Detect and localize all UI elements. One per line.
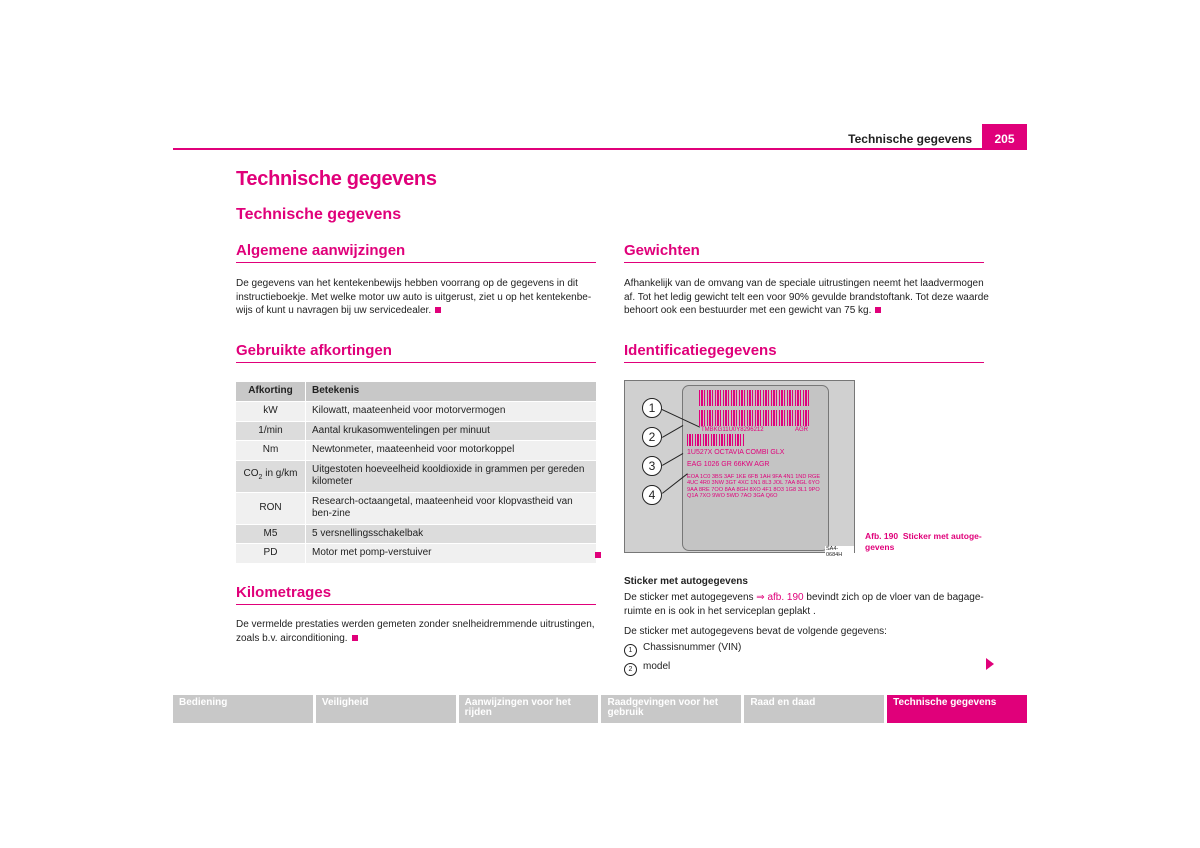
item-label: Chassisnummer (VIN): [643, 642, 742, 653]
meaning-cell: Motor met pomp-verstuiver: [306, 544, 597, 563]
mileage-line-2: [236, 632, 601, 646]
end-marker-icon: [875, 307, 881, 313]
callout-2: 2: [642, 427, 662, 447]
weights-line-2: af. Tot het ledig gewicht telt een voor 90% gevulde brandstoftank. Tot deze waarde: [624, 291, 989, 303]
header-rule: [173, 148, 1027, 150]
caption-number: Afb. 190: [865, 531, 899, 541]
figure-caption: [865, 531, 995, 552]
heading-abbreviations: Gebruikte afkortingen: [236, 342, 596, 363]
end-marker-icon: [352, 635, 358, 641]
page-number: 205: [982, 124, 1027, 149]
abbr-cell: 1/min: [236, 421, 306, 441]
general-line-2: instructieboekje. Met welke motor uw auto is uitgerust, ziet u op het kentekenbe-: [236, 291, 592, 303]
figure-link[interactable]: ⇒ afb. 190: [756, 592, 804, 603]
table-row: [236, 402, 596, 422]
leader-line: [662, 425, 683, 438]
abbr-subscript: 2: [258, 473, 263, 481]
heading-general: Algemene aanwijzingen: [236, 242, 596, 263]
para1-text: De sticker met autogegevens: [624, 592, 757, 603]
abbreviations-table: [236, 382, 596, 563]
caption-text: Sticker met autoge-gevens: [865, 531, 982, 552]
table-header-row: [236, 382, 596, 402]
sticker-heading: Sticker met autogegevens: [624, 576, 748, 587]
sticker-paragraph-2: De sticker met autogegevens bevat de volgende gegevens:: [624, 626, 887, 637]
section-title: Technische gegevens: [236, 206, 402, 223]
callout-1: 1: [642, 398, 662, 418]
end-marker-icon: [595, 552, 601, 558]
meaning-cell: Aantal krukasomwentelingen per minuut: [306, 421, 597, 441]
table-row: [236, 544, 596, 563]
weights-line-1: Afhankelijk van de omvang van de speciale uitrustingen neemt het laadvermogen: [624, 278, 984, 289]
sticker-item-list: [624, 641, 741, 676]
sticker-para1-line-2: ruimte en is ook in het serviceplan geplakt .: [624, 605, 816, 617]
continue-arrow-icon[interactable]: [986, 658, 994, 670]
general-line-1: De gegevens van het kentekenbewijs hebben voorrang op de gegevens in dit: [236, 278, 578, 289]
barcode-model: [687, 434, 745, 446]
barcode-vin: [699, 410, 811, 426]
chapter-title: Technische gegevens: [236, 168, 437, 190]
meaning-cell: Research-octaangetal, maateenheid voor klopvastheid van ben-zine: [306, 492, 597, 524]
sticker-figure: [624, 380, 855, 558]
table-row: [236, 524, 596, 544]
table-row: [236, 492, 596, 524]
mileage-text: [236, 618, 601, 645]
para1-text-end: bevindt zich op de vloer van de bagage-: [803, 592, 984, 603]
nav-tab-rijden[interactable]: Aanwijzingen voor het rijden: [459, 695, 599, 723]
nav-tab-gebruik[interactable]: Raadgevingen voor het gebruik: [601, 695, 741, 723]
list-item: [624, 660, 741, 676]
nav-tab-veiligheid[interactable]: Veiligheid: [316, 695, 456, 723]
callout-3: 3: [642, 456, 662, 476]
nav-tab-bediening[interactable]: Bediening: [173, 695, 313, 723]
chapter-nav: [173, 695, 1027, 723]
vehicle-data-sticker: [682, 385, 829, 551]
mileage-line-2-text: zoals b.v. airconditioning.: [236, 632, 348, 644]
figure-code: SA4-0684H: [825, 546, 854, 558]
weights-line-3: [624, 304, 994, 318]
end-marker-icon: [435, 307, 441, 313]
sticker-paragraph-1: [624, 591, 994, 618]
sticker-engine: EAG 1026 GR 66KW AGR: [687, 461, 770, 468]
meaning-cell: Newtonmeter, maateenheid voor motorkoppel: [306, 441, 597, 461]
meaning-cell: 5 versnellingsschakelbak: [306, 524, 597, 544]
general-text: [236, 277, 601, 318]
abbr-cell: RON: [236, 492, 306, 524]
list-item: [624, 641, 741, 657]
sticker-equipment-codes: EOA 1C0 3BS 3AF 1KE 6FB 1AH 9FA 4N1 1ND RGE 4UC 4R0 3NW 3GT 4XC 1N1 8L3 JOL 7AA 8GL 6YO 9AA 8RE 7OO 8AA 8GH 8XO 4F1 8O3 1G8 3L1 9PO Q1A 7XO 9WO 5WD 7AO 3GA Q6O: [687, 474, 821, 500]
weights-text: [624, 277, 994, 318]
heading-identification: Identificatiegegevens: [624, 342, 984, 363]
abbr-cell: [236, 460, 306, 492]
heading-weights: Gewichten: [624, 242, 984, 263]
running-header-title: Technische gegevens: [848, 132, 972, 146]
item-number-icon: 1: [624, 644, 637, 657]
sticker-vin: TMBKG11U0Y8296212: [701, 427, 764, 433]
general-line-3: [236, 304, 601, 318]
abbr-cell: kW: [236, 402, 306, 422]
weights-line-3-text: behoort ook een bestuurder met een gewicht van 75 kg.: [624, 305, 872, 316]
heading-mileage: Kilometrages: [236, 584, 596, 605]
nav-tab-technische-gegevens[interactable]: Technische gegevens: [887, 695, 1027, 723]
item-number-icon: 2: [624, 663, 637, 676]
abbr-cell: M5: [236, 524, 306, 544]
nav-tab-raad-en-daad[interactable]: Raad en daad: [744, 695, 884, 723]
col-header-meaning: Betekenis: [306, 382, 597, 402]
general-line-3-text: wijs of kunt u navragen bij uw servicedealer.: [236, 305, 432, 316]
meaning-cell: Uitgestoten hoeveelheid kooldioxide in grammen per gereden kilometer: [306, 460, 597, 492]
barcode-top: [699, 390, 811, 406]
table-row: [236, 421, 596, 441]
meaning-cell: Kilowatt, maateenheid voor motorvermogen: [306, 402, 597, 422]
sticker-para1-line-1: [624, 591, 994, 605]
abbr-cell: Nm: [236, 441, 306, 461]
abbr-unit: in g/km: [262, 467, 298, 479]
sticker-vin-suffix: AGR: [795, 427, 809, 433]
callout-4: 4: [642, 485, 662, 505]
table-row: [236, 441, 596, 461]
table-row: [236, 460, 596, 492]
sticker-model: 1U527X OCTAVIA COMBI GLX: [687, 449, 785, 456]
abbr-co: CO: [243, 467, 259, 479]
leader-line: [662, 453, 683, 466]
item-label: model: [643, 661, 671, 672]
col-header-abbr: Afkorting: [236, 382, 306, 402]
mileage-line-1: De vermelde prestaties werden gemeten zonder snelheidremmende uitrustingen,: [236, 619, 595, 630]
abbr-cell: PD: [236, 544, 306, 563]
